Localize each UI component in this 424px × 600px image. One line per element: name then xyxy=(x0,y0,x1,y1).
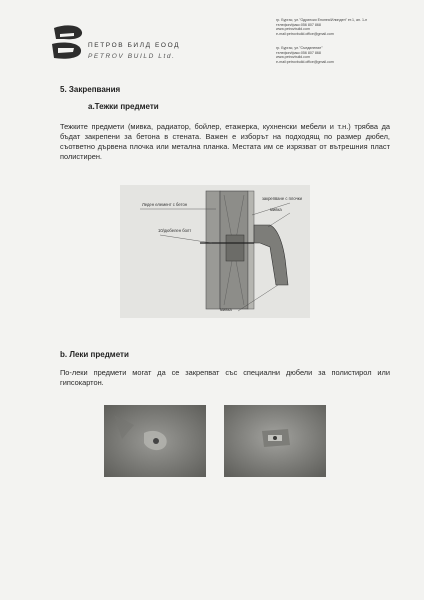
label-sink-bottom: мивка xyxy=(220,307,232,312)
section-title: 5. Закрепвания xyxy=(60,85,121,94)
logo-mark-icon xyxy=(50,22,86,62)
contact-block-2 xyxy=(276,46,416,64)
contact-line: телефон/факс:056 807 868 xyxy=(276,22,321,27)
contact-line: www.petrovbuild.com xyxy=(276,27,310,32)
company-logo xyxy=(50,22,200,66)
photo-dowel-right xyxy=(224,405,326,477)
contact-line: гр. Бургас, ул."Одрински Епопея/Илинден" ет.1, ап. 1-н xyxy=(276,18,368,22)
contact-line: e-mail:petrovbuild.office@gmail.com xyxy=(276,59,334,64)
subsection-heavy-title: a.Тежки предмети xyxy=(88,102,159,111)
contact-line: e-mail:petrovbuild.office@gmail.com xyxy=(276,31,334,36)
company-name-bg: ПЕТРОВ БИЛД ЕООД xyxy=(88,42,181,49)
label-concrete-element: Леден елемент с бетон xyxy=(142,202,188,207)
contact-block-1 xyxy=(276,18,416,36)
contact-line: гр. Бургас, ул."Съединение" xyxy=(276,46,323,50)
paragraph-heavy-objects: Тежките предмети (мивка, радиатор, бойлер, етажерка, кухненски мебели и т.н.) трябва да бъдат закрепени за бетона в стената. Важен е изборът на подходящ по размер дюбел, съответно дървена плочка или метална планка. Местата им се изрязват от вътрешния пласт полистирен. xyxy=(60,122,390,161)
paragraph-light-objects: По-леки предмети могат да се закрепват със специални дюбели за полистирол или гипсокартон. xyxy=(60,368,390,387)
contact-line: телефон/факс:056 807 868 xyxy=(276,50,321,55)
contact-line: www.petrovbuild.com xyxy=(276,55,310,60)
fastening-diagram xyxy=(120,185,310,318)
label-plate: закрепване с плочки xyxy=(262,196,302,201)
photo-dowel-left xyxy=(104,405,206,477)
label-sink-top: мивка xyxy=(270,207,282,212)
label-bolt: 10/дюбелен болт xyxy=(158,228,192,233)
company-name-en: PETROV BUILD Ltd. xyxy=(88,53,176,60)
subsection-light-title: b. Леки предмети xyxy=(60,350,129,359)
